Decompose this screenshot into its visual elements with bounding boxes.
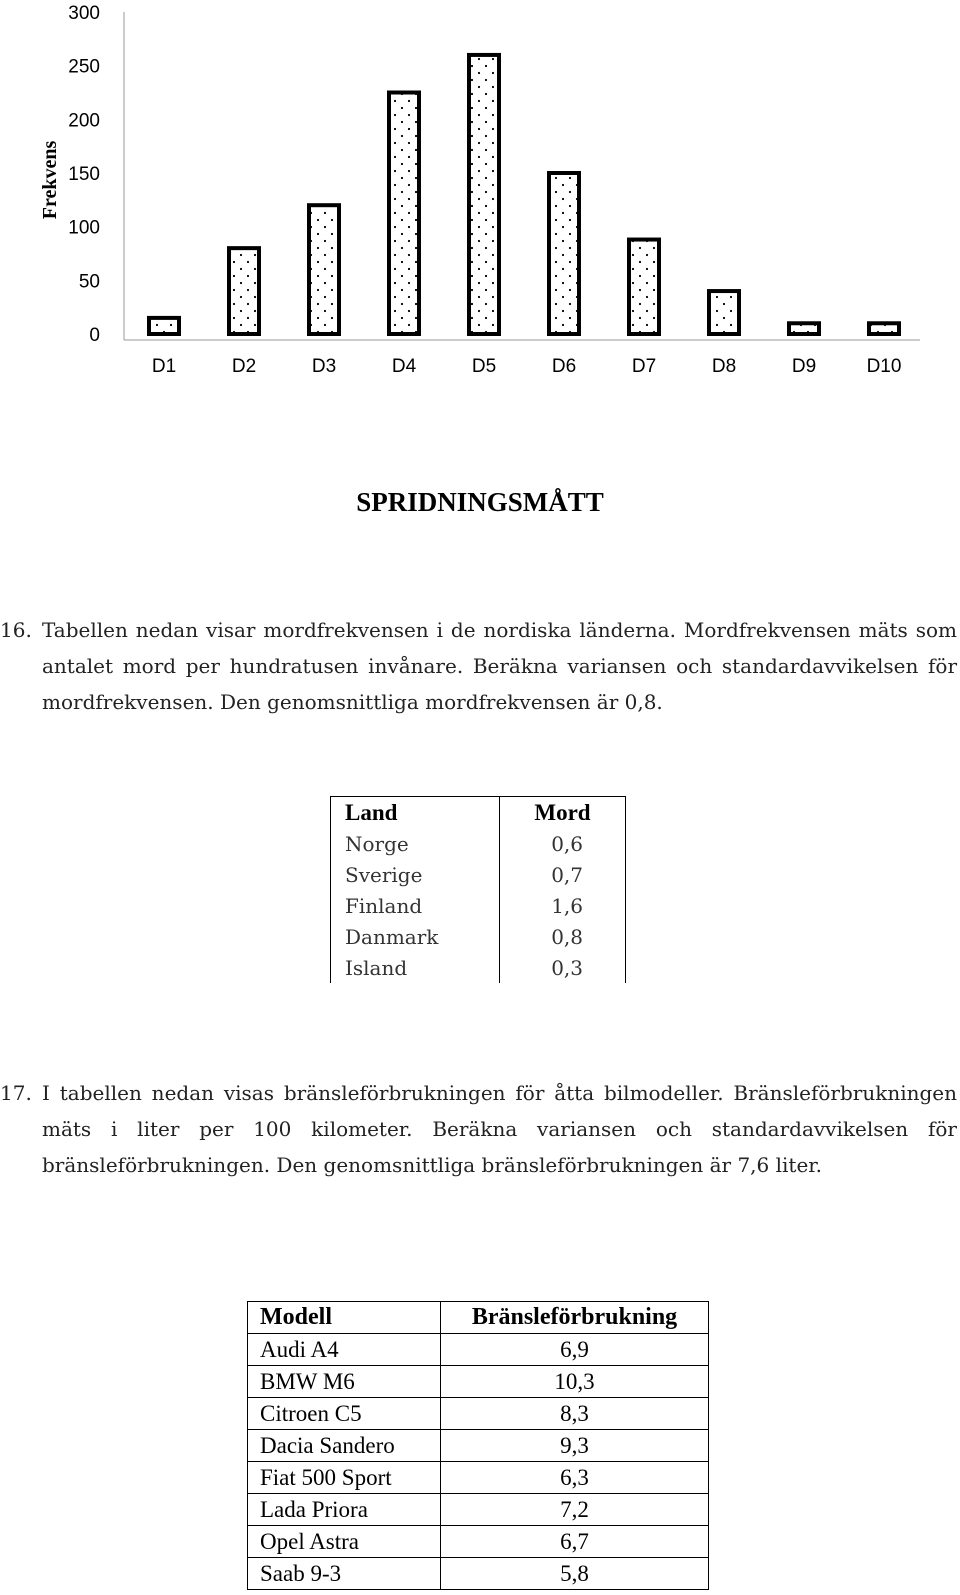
table-row (248, 1558, 709, 1590)
y-tick-label: 150 (68, 164, 100, 185)
header-modell: Modell (248, 1302, 441, 1334)
table-cell: Saab 9-3 (248, 1558, 441, 1590)
bar-d1 (149, 318, 179, 334)
y-axis-label: Frekvens (39, 140, 61, 220)
y-tick-labels (68, 3, 100, 346)
problem-17 (0, 1075, 957, 1183)
table-cell: Fiat 500 Sport (248, 1462, 441, 1494)
x-tick-label: D7 (631, 356, 657, 377)
fuel-consumption-table (247, 1301, 709, 1590)
frequency-bar-chart (0, 0, 960, 420)
bar-d6 (549, 173, 579, 334)
header-mord: Mord (500, 797, 626, 829)
y-tick-label: 100 (68, 217, 100, 239)
x-tick-label: D6 (551, 356, 577, 377)
table-header-row (331, 797, 626, 829)
problem-text: Tabellen nedan visar mordfrekvensen i de nordiska länderna. Mordfrekvensen mäts som antalet mord per hundratusen invånare. Beräkna variansen och standardavvikelsen för mordfrekvensen. Den genomsnittliga mordfrekvensen är 0,8. (42, 618, 957, 714)
table-cell: Finland (331, 890, 500, 921)
table-cell: Citroen C5 (248, 1398, 441, 1430)
table-row (248, 1462, 709, 1494)
table-cell: Lada Priora (248, 1494, 441, 1526)
x-tick-label: D8 (711, 356, 737, 377)
table-row (248, 1430, 709, 1462)
x-tick-label: D2 (231, 356, 257, 377)
table-row (331, 890, 626, 921)
y-tick-label: 300 (68, 3, 100, 24)
x-tick-label: D10 (866, 356, 902, 377)
header-land: Land (331, 797, 500, 829)
y-tick-label: 0 (89, 325, 100, 346)
table-cell: Sverige (331, 859, 500, 890)
bars (149, 55, 899, 334)
table-row (248, 1334, 709, 1366)
problem-number: 17. (0, 1081, 32, 1105)
table-cell: Island (331, 952, 500, 983)
bar-d9 (789, 323, 819, 334)
table-row (248, 1526, 709, 1558)
x-tick-label: D9 (791, 356, 817, 377)
table-row (331, 921, 626, 952)
table-header-row (248, 1302, 709, 1334)
table-cell: 0,6 (500, 828, 626, 859)
problem-16 (0, 612, 957, 720)
table-cell: 0,3 (500, 952, 626, 983)
x-tick-label: D3 (311, 356, 337, 377)
table-row (248, 1494, 709, 1526)
table-row (331, 828, 626, 859)
bar-d3 (309, 205, 339, 334)
bar-d7 (629, 240, 659, 334)
table-cell: Danmark (331, 921, 500, 952)
murder-rate-table (330, 796, 626, 983)
problem-text: I tabellen nedan visas bränsleförbrukningen för åtta bilmodeller. Bränsleförbrukningen mäts i liter per 100 kilometer. Beräkna variansen och standardavvikelsen för bränsleförbrukningen. Den genomsnittliga bränsleförbrukningen är 7,6 liter. (42, 1081, 957, 1177)
bar-d10 (869, 323, 899, 334)
table-cell: 1,6 (500, 890, 626, 921)
table-cell: 5,8 (441, 1558, 709, 1590)
table-row (331, 859, 626, 890)
problem-number: 16. (0, 618, 32, 642)
y-tick-label: 200 (68, 110, 100, 132)
y-tick-label: 50 (78, 271, 100, 293)
table-cell: 6,3 (441, 1462, 709, 1494)
bar-d5 (469, 55, 499, 334)
table-cell: Norge (331, 828, 500, 859)
y-tick-label: 250 (68, 56, 100, 78)
table-cell: 0,8 (500, 921, 626, 952)
section-heading: SPRIDNINGSMÅTT (356, 487, 604, 517)
table-cell: 9,3 (441, 1430, 709, 1462)
table-row (331, 952, 626, 983)
x-tick-labels (152, 356, 902, 377)
bar-d8 (709, 291, 739, 334)
bar-d2 (229, 248, 259, 334)
x-tick-label: D4 (391, 356, 417, 377)
table-cell: 6,9 (441, 1334, 709, 1366)
table-cell: 7,2 (441, 1494, 709, 1526)
table-row (248, 1366, 709, 1398)
table-cell: 10,3 (441, 1366, 709, 1398)
table-cell: Opel Astra (248, 1526, 441, 1558)
bar-d4 (389, 93, 419, 335)
table-cell: Dacia Sandero (248, 1430, 441, 1462)
table-row (248, 1398, 709, 1430)
header-bransleforbrukning: Bränsleförbrukning (441, 1302, 709, 1334)
table-cell: BMW M6 (248, 1366, 441, 1398)
x-tick-label: D5 (471, 356, 497, 377)
x-tick-label: D1 (151, 356, 177, 377)
table-cell: 0,7 (500, 859, 626, 890)
table-cell: 8,3 (441, 1398, 709, 1430)
table-cell: Audi A4 (248, 1334, 441, 1366)
table-cell: 6,7 (441, 1526, 709, 1558)
